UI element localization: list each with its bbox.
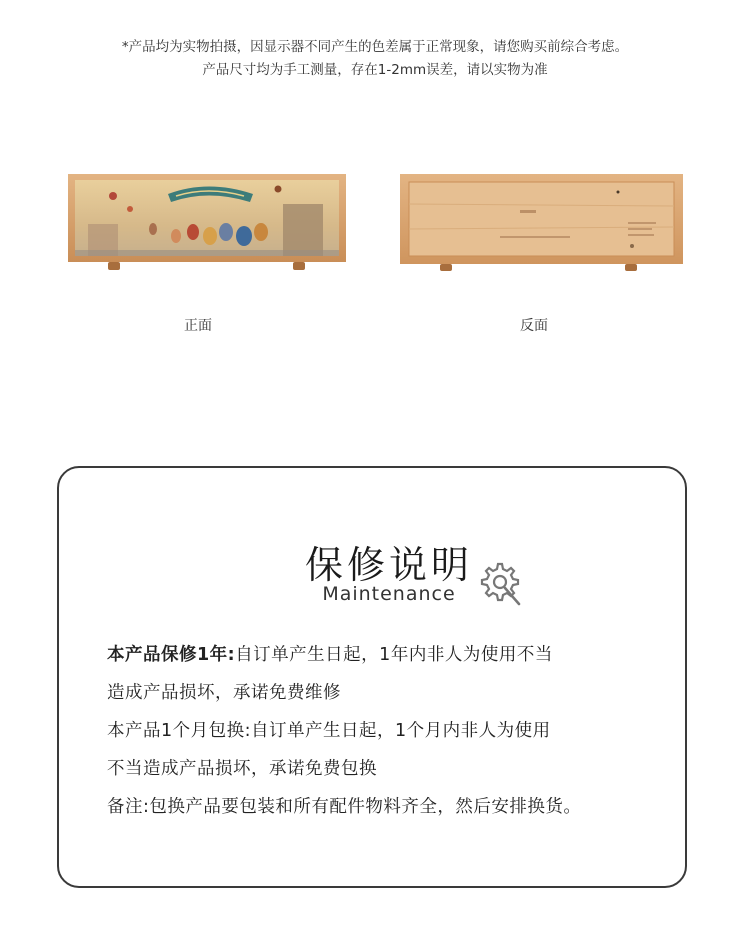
notice-line-1: *产品均为实物拍摄，因显示器不同产生的色差属于正常现象，请您购买前综合考虑。 xyxy=(121,39,629,55)
notice-line-2: 产品尺寸均为手工测量，存在1-2mm误差，请以实物为准 xyxy=(202,62,548,78)
maintenance-card xyxy=(57,466,687,888)
terms-line-1 xyxy=(107,636,667,674)
terms-line-1-bold: 本产品保修1年: xyxy=(107,645,236,665)
warranty-terms xyxy=(107,636,667,826)
terms-line-3: 本产品1个月包换:自订单产生日起，1个月内非人为使用 xyxy=(107,721,551,741)
front-caption: 正面 xyxy=(184,318,212,334)
maintenance-title: 保修说明 xyxy=(304,543,473,587)
terms-line-1-text: 自订单产生日起，1年内非人为使用不当 xyxy=(235,645,553,665)
terms-line-4: 不当造成产品损坏，承诺免费包换 xyxy=(107,759,377,779)
back-caption: 反面 xyxy=(520,318,548,334)
product-notice xyxy=(0,36,750,82)
terms-line-5: 备注:包换产品要包装和所有配件物料齐全，然后安排换货。 xyxy=(107,797,582,817)
product-back-photo xyxy=(400,174,680,274)
terms-line-2: 造成产品损坏，承诺免费维修 xyxy=(107,683,341,703)
gear-wrench-icon xyxy=(469,558,527,610)
product-front-photo xyxy=(68,174,348,274)
maintenance-subtitle: Maintenance xyxy=(322,583,456,605)
